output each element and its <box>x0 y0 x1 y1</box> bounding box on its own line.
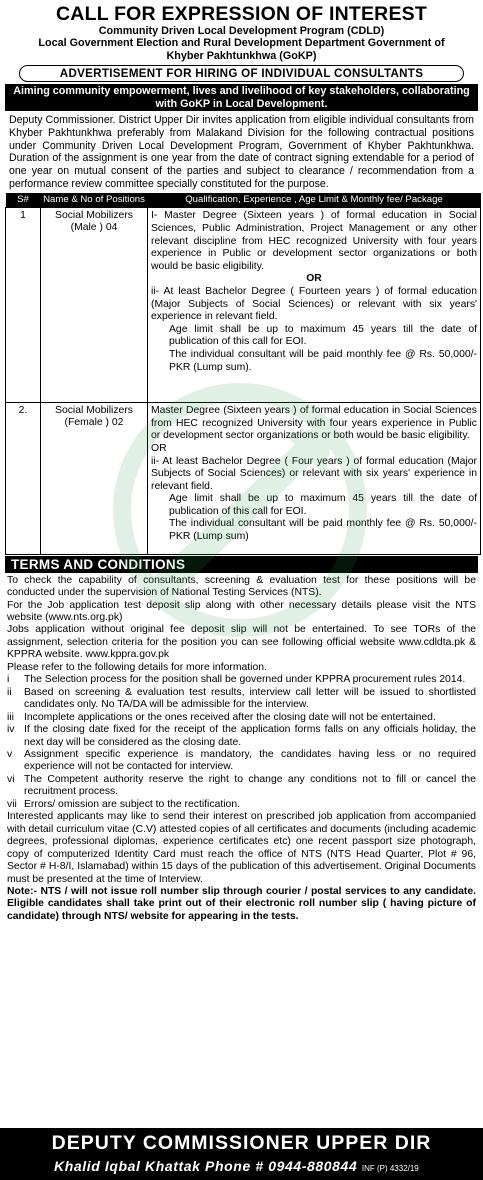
list-item-number: iv <box>7 724 15 736</box>
list-item <box>7 687 476 712</box>
position-count: (Male ) 04 <box>70 222 118 234</box>
list-item-text: The Selection process for the position shall be governed under KPPRA procurement rules 2014. <box>24 674 466 686</box>
qualification-option-2: ii- At least Bachelor Degree ( Four years ) of formal education (Major Subjects of Social Sciences) or relevant with six years' experience in relevant field. <box>151 455 477 492</box>
or-separator: OR <box>306 273 322 285</box>
qualification-option-1: I- Master Degree (Sixteen years ) of formal education in Social Sciences, Public Administration, Project Management or any other relevant discipline from HEC recognized University with four years experience in Public or development sector organizations or both would be basic eligibility. <box>151 210 477 272</box>
note-paragraph: Note:- NTS / will not issue roll number slip through courier / postal services to any candidate. Eligible candidates shall take print out of their electronic roll number slip ( having picture of candidate) through NTS/ website for appearing in the tests. <box>7 885 476 922</box>
row-sn: 1 <box>6 208 41 403</box>
list-item-text: Assignment specific experience is mandatory, the candidates having less or no required experience will not be contacted for interview. <box>24 749 476 773</box>
table-row <box>6 208 481 403</box>
age-limit: Age limit shall be up to maximum 45 years till the date of publication of this call for EOI. <box>169 493 477 517</box>
row-qualification <box>148 208 481 403</box>
list-item <box>7 712 476 724</box>
row-qualification <box>148 403 481 555</box>
department-name: Local Government Election and Rural Development Department Government of <box>38 37 445 50</box>
or-separator: OR <box>151 442 167 454</box>
position-count: (Female ) 02 <box>64 417 124 429</box>
positions-table <box>5 193 481 555</box>
government-name: Khyber Pakhtunkhwa (GoKP) <box>166 49 317 62</box>
aim-statement <box>5 84 478 111</box>
list-item-number: vi <box>7 773 15 785</box>
list-item-text: Errors/ omission are subject to the rectification. <box>24 798 240 810</box>
age-limit: Age limit shall be up to maximum 45 years till the date of publication of this call for EOI. <box>169 323 477 348</box>
col-header-qualification: Qualification, Experience , Age Limit & Monthly fee/ Package <box>148 193 481 208</box>
table-row <box>6 403 481 555</box>
signatory-contact: Khalid Iqbal Khattak Phone # 0944-880844 <box>54 1158 358 1174</box>
list-item-text: The Competent authority reserve the right to change any conditions not to fill or cancel the recruitment process. <box>24 773 476 798</box>
aim-line-1: Aiming community empowerment, lives and livelihood of key stakeholders, collaborating <box>13 85 470 98</box>
terms-paragraph: To check the capability of consultants, screening & evaluation test for these positions will be conducted under the supervision of National Testing Services (NTS). <box>7 574 476 599</box>
terms-paragraph: Please refer to the following details for more information. <box>7 661 267 673</box>
footer <box>0 1128 483 1180</box>
terms-heading: TERMS AND CONDITIONS <box>5 556 478 573</box>
advertisement-banner: ADVERTISEMENT FOR HIRING OF INDIVIDUAL CONSULTANTS <box>19 65 464 82</box>
list-item-text: If the closing date fixed for the receipt of the application forms falls on any officials holiday, the next day will be considered as the closing date. <box>24 724 476 748</box>
list-item-text: Based on screening & evaluation test results, interview call letter will be issued to shortlisted candidates only. No TA/DA will be admissible for the interview. <box>24 686 476 711</box>
monthly-fee: The individual consultant will be paid monthly fee @ Rs. 50,000/- PKR (Lump sum) <box>169 518 477 543</box>
col-header-name: Name & No of Positions <box>41 193 148 208</box>
terms-body <box>7 575 476 924</box>
position-title: Social Mobilizers <box>55 210 133 222</box>
terms-paragraph: For the Job application test deposit slip along with other necessary details please visit the NTS website (www.nts.org.pk) <box>7 599 476 624</box>
col-header-sn: S# <box>6 193 41 208</box>
program-name: Community Driven Local Development Program (CDLD) <box>98 25 385 37</box>
list-item-number: vii <box>7 798 17 810</box>
row-position <box>41 403 148 555</box>
inf-reference: INF (P) 4332/19 <box>361 1164 419 1173</box>
aim-line-2: with GoKP in Local Development. <box>155 97 328 110</box>
issuing-authority: DEPUTY COMMISSIONER UPPER DIR <box>51 1132 432 1154</box>
table-header-row <box>6 193 481 208</box>
row-sn: 2. <box>6 403 41 555</box>
list-item <box>7 774 476 799</box>
signature-line <box>0 1156 483 1179</box>
monthly-fee: The individual consultant will be paid monthly fee @ Rs. 50,000/- PKR (Lump sum). <box>169 348 477 373</box>
terms-paragraph: Jobs application without original fee deposit slip will not be entertained. To see TORs of the assignment, selection criteria for the position you can see following official website www.cdldta.pk & KPPRA website. www.kppra.gov.pk <box>7 624 476 661</box>
position-title: Social Mobilizers <box>55 405 133 417</box>
list-item <box>7 674 476 686</box>
list-item <box>7 724 476 749</box>
list-item <box>7 749 476 774</box>
list-item-number: i <box>7 674 10 686</box>
list-item <box>7 799 476 811</box>
qualification-option-1: Master Degree (Sixteen years ) of formal education in Social Sciences from HEC recognized University with four years experience in Public or development sector organizations or both would be basic eligibility. <box>151 405 477 442</box>
qualification-option-2: ii- At least Bachelor Degree ( Fourteen years ) of formal education (Major Subjects of Social Sciences) or relevant with six years' experience in relevant field. <box>151 285 477 323</box>
page-title: CALL FOR EXPRESSION OF INTEREST <box>56 3 427 25</box>
list-item-number: iii <box>7 711 14 723</box>
intro-paragraph: Deputy Commissioner. District Upper Dir invites application from eligible individual consultants from Khyber Pakhtunkhwa preferably from Malakand Division for the following contractual positions under Community Driven Local Development Program, Government of Khyber Pakhtunkhwa. Duration of the assignment is one year from the date of contract signing extendable for a period of one year on mutual consent of the parties and subject to clearance / recommendation from a performance review committee specially constituted for the purpose. <box>9 114 474 191</box>
list-item-number: v <box>7 749 13 760</box>
list-item-text: Incomplete applications or the ones received after the closing date will not be entertained. <box>24 711 436 723</box>
row-position <box>41 208 148 403</box>
application-instructions: Interested applicants may like to send their interest on prescribed job application from accompanied with detail curriculum vitae (C.V) attested copies of all certificates and documents (including academic degrees, professional diplomas, experience certificates etc) one recent passport size photograph, copy of computerized Identity Card must reach the office of NTS (NTS Head Quarter, Plot # 96, Sector # H-8/I, Islamabad) within 15 days of the publication of this advertisement. Original Documents must be presented at the time of Interview. <box>7 811 476 885</box>
list-item-number: ii <box>7 686 12 698</box>
